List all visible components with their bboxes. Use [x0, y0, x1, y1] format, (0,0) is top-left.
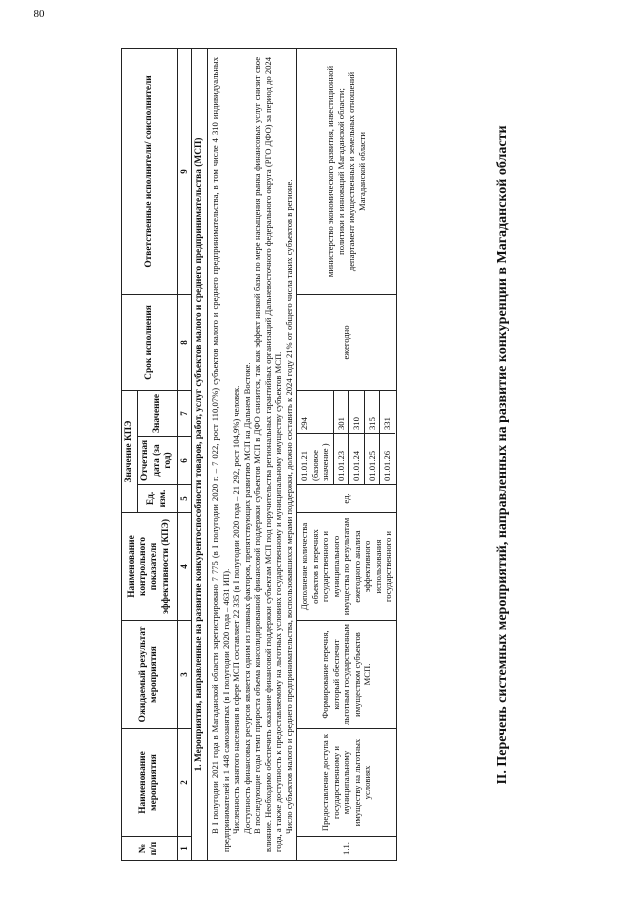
kpi-row	[334, 391, 349, 484]
column-number-row	[177, 48, 191, 860]
header-date: Отчетная дата (за год)	[138, 437, 177, 485]
responsible-1: министерство экономического развития, инвестиционной политики и инноваций Магаданской области;	[325, 65, 346, 278]
header-term: Срок исполнения	[122, 294, 178, 390]
paragraph: Численность занятого населения в сфере МСП составляет 22 335 (в I полугодии 2020 года – 21 292, рост 104,9%) человек.	[231, 385, 242, 834]
kpi-value: 310	[351, 417, 362, 430]
kpi-name: Дополнение количества объектов в перечнях государственного и муниципального имущества по результатам ежегодного анализа эффективного использования государственного и	[297, 513, 396, 621]
header-num: № п/п	[122, 837, 178, 861]
kpi-row	[380, 391, 394, 484]
kpi-date: 01.01.25	[365, 433, 379, 484]
col-number: 2	[177, 729, 191, 837]
paragraph: Число субъектов малого и среднего предпринимательства, воспользовавшихся мерами поддержки, должно составить к 2024 году 21% от общего числа таких субъектов в регионе.	[283, 179, 294, 834]
responsible-2: департамент имущественных и земельных отношений Магаданской области	[346, 71, 367, 272]
term: ежегодно	[297, 294, 396, 390]
kpi-row	[349, 391, 364, 484]
col-number: 4	[177, 513, 191, 621]
section-title: II. Перечень системных мероприятий, направленных на развитие конкуренции в Магаданской области	[495, 125, 510, 785]
col-number: 7	[177, 390, 191, 436]
kpi-row	[365, 391, 380, 484]
col-number: 1	[177, 837, 191, 861]
header-value: Значение	[138, 390, 177, 436]
page-number: 80	[33, 8, 45, 20]
header-row	[122, 48, 138, 860]
kpi-unit: ед.	[297, 485, 396, 513]
rotated-page	[0, 15, 640, 895]
header-name: Наименование мероприятия	[122, 729, 178, 837]
kpi-value: 331	[382, 417, 393, 430]
col-number: 5	[177, 485, 191, 513]
expected-result: Формирование перечня, который обеспечит льготным государственным имуществом субъектов МСП.	[297, 621, 396, 729]
kpi-value: 315	[366, 417, 377, 430]
responsible	[297, 48, 396, 294]
kpi-value: 301	[335, 417, 346, 430]
col-number: 6	[177, 437, 191, 485]
table-row	[297, 48, 396, 860]
kpi-date: 01.01.24	[349, 433, 363, 484]
col-number: 8	[177, 294, 191, 390]
measure-name: Предоставление доступа к государственному и муниципальному имуществу на льготных условиях	[297, 729, 396, 837]
header-result: Ожидаемый результат мероприятия	[122, 621, 178, 729]
kpi-row	[297, 391, 333, 484]
col-number: 3	[177, 621, 191, 729]
header-responsible: Ответственные исполнители/ соисполнители	[122, 48, 178, 294]
header-unit: Ед. изм.	[138, 485, 177, 513]
header-kpi-value: Значение КПЭ	[122, 390, 138, 512]
paragraph: В I полугодии 2021 года в Магаданской области зарегистрировано 7 775 (в I полугодии 2020 г. – 7 022, рост 110,07%) субъектов малого и среднего предпринимательства, в том числе 4 310 индивидуальных предпринимателей и 1 448 самозанятых (в I полугодии 2020 года – 4631 ИП).	[210, 56, 231, 852]
section-1-title: 1. Мероприятия, направленные на развитие конкурентоспособности товаров, работ, услуг субъектов малого и среднего предпринимательства (МСП)	[191, 48, 207, 860]
header-kpi-name: Наименование контрольного показателя эффективности (КПЭ)	[122, 513, 178, 621]
section-title-row	[191, 48, 207, 860]
kpi-date: 01.01.23	[334, 433, 348, 484]
row-number: 1.1.	[297, 837, 396, 861]
measures-table	[121, 48, 397, 861]
kpi-values	[297, 390, 396, 484]
kpi-date: 01.01.21 (базовое значение )	[297, 433, 332, 484]
kpi-date: 01.01.26	[380, 433, 394, 484]
paragraph: Доступность финансовых ресурсов является одним из главных факторов, препятствующих развитию МСП на Дальнем Востоке.	[241, 362, 252, 834]
section-text-row	[208, 48, 297, 860]
paragraph: В последующие годы темп прироста объема консолидированной финансовой поддержки субъектов МСП в ДФО снизится, так как эффект низкой базы по мере насыщения рынка финансовых услуг снизит свое влияние. Необходимо обеспечить оказание финансовой поддержки субъектам МСП под поручительства региональных гарантийных организаций Дальневосточного федерального округа (РГО ДФО) за период до 2024 года, а также доступность к предоставляемому на льготных условиях государственному и муниципальному имуществу субъектов МСП.	[252, 56, 284, 852]
section-1-text	[208, 48, 297, 860]
col-number: 9	[177, 48, 191, 294]
kpi-value: 294	[299, 417, 310, 430]
